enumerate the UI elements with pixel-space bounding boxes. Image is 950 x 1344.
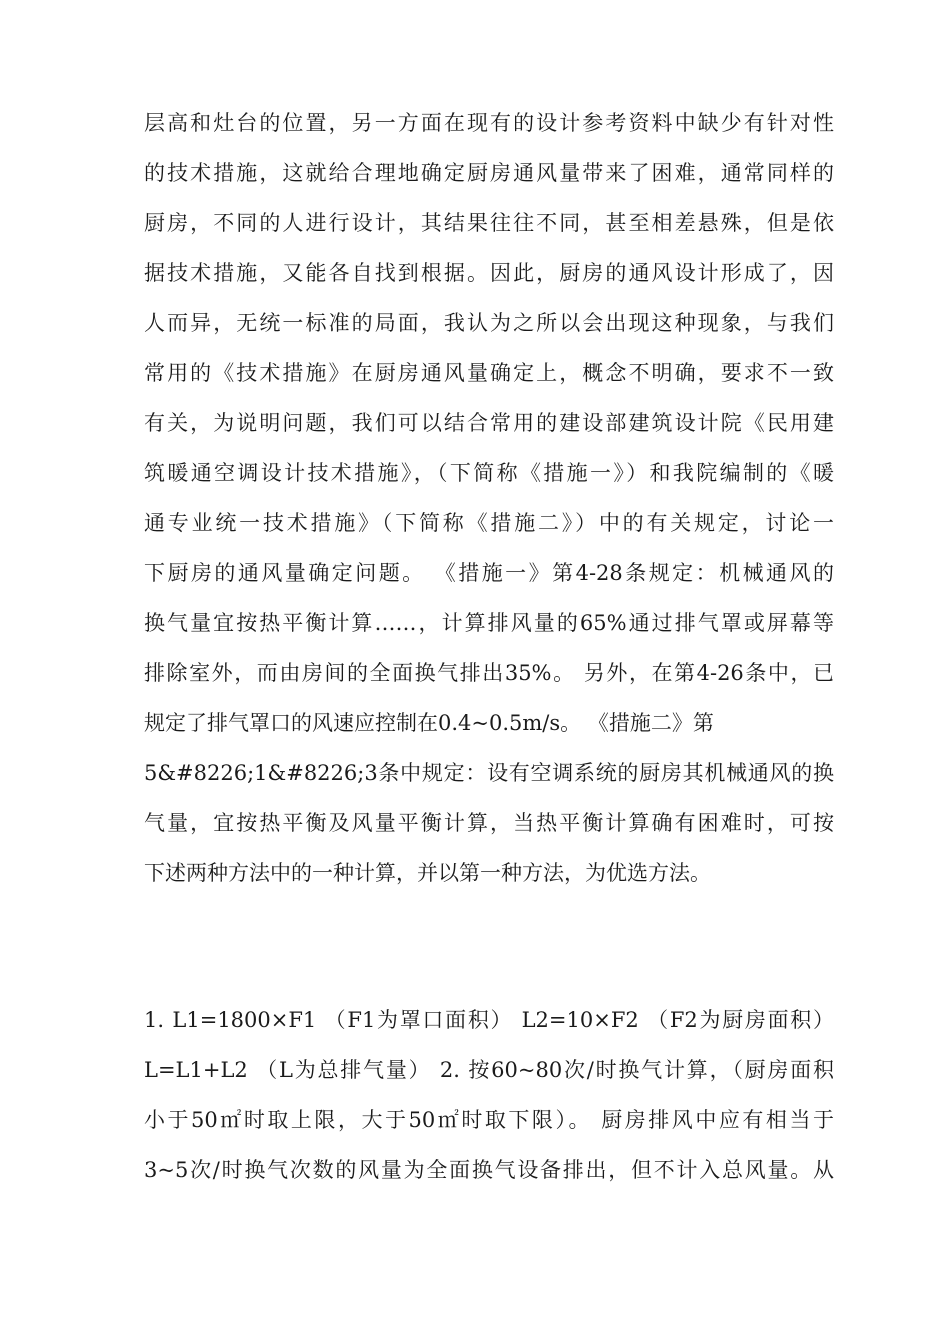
text-line: 人而异，无统一标准的局面，我认为之所以会出现这种现象，与我们 — [144, 311, 834, 335]
text-line: L=L1+L2 （L为总排气量） 2. 按60~80次/时换气计算，（厨房面积 — [144, 1058, 834, 1082]
text-line: 的技术措施，这就给合理地确定厨房通风量带来了困难，通常同样的 — [144, 161, 834, 185]
text-line: 通专业统一技术措施》（下简称《措施二》）中的有关规定，讨论一 — [144, 511, 834, 535]
text-line: 小于50㎡时取上限，大于50㎡时取下限）。 厨房排风中应有相当于 — [144, 1108, 834, 1132]
text-line: 有关，为说明问题，我们可以结合常用的建设部建筑设计院《民用建 — [144, 411, 834, 435]
text-line: 下述两种方法中的一种计算，并以第一种方法，为优选方法。 — [144, 861, 711, 885]
text-line: 层高和灶台的位置，另一方面在现有的设计参考资料中缺少有针对性 — [144, 111, 834, 135]
paragraph-1 — [144, 98, 834, 898]
text-line: 换气量宜按热平衡计算……，计算排风量的65%通过排气罩或屏幕等 — [144, 611, 834, 635]
text-line: 厨房，不同的人进行设计，其结果往往不同，甚至相差悬殊，但是依 — [144, 211, 834, 235]
text-line: 排除室外，而由房间的全面换气排出35%。 另外，在第4-26条中，已 — [144, 661, 834, 685]
text-line: 规定了排气罩口的风速应控制在0.4~0.5m/s。 《措施二》第 — [144, 711, 714, 735]
text-line: 气量，宜按热平衡及风量平衡计算，当热平衡计算确有困难时，可按 — [144, 811, 834, 835]
text-line: 下厨房的通风量确定问题。 《措施一》第4-28条规定：机械通风的 — [144, 561, 834, 585]
text-line: 1. L1=1800×F1 （F1为罩口面积） L2=10×F2 （F2为厨房面积） — [144, 1008, 834, 1032]
text-line: 筑暖通空调设计技术措施》，（下简称《措施一》）和我院编制的《暖 — [144, 461, 834, 485]
text-line: 常用的《技术措施》在厨房通风量确定上，概念不明确，要求不一致 — [144, 361, 834, 385]
text-line: 据技术措施，又能各自找到根据。因此，厨房的通风设计形成了，因 — [144, 261, 834, 285]
text-line: 3~5次/时换气次数的风量为全面换气设备排出，但不计入总风量。从 — [144, 1158, 834, 1182]
paragraph-2 — [144, 995, 834, 1195]
text-line: 5&#8226;1&#8226;3条中规定：设有空调系统的厨房其机械通风的换 — [144, 761, 834, 785]
